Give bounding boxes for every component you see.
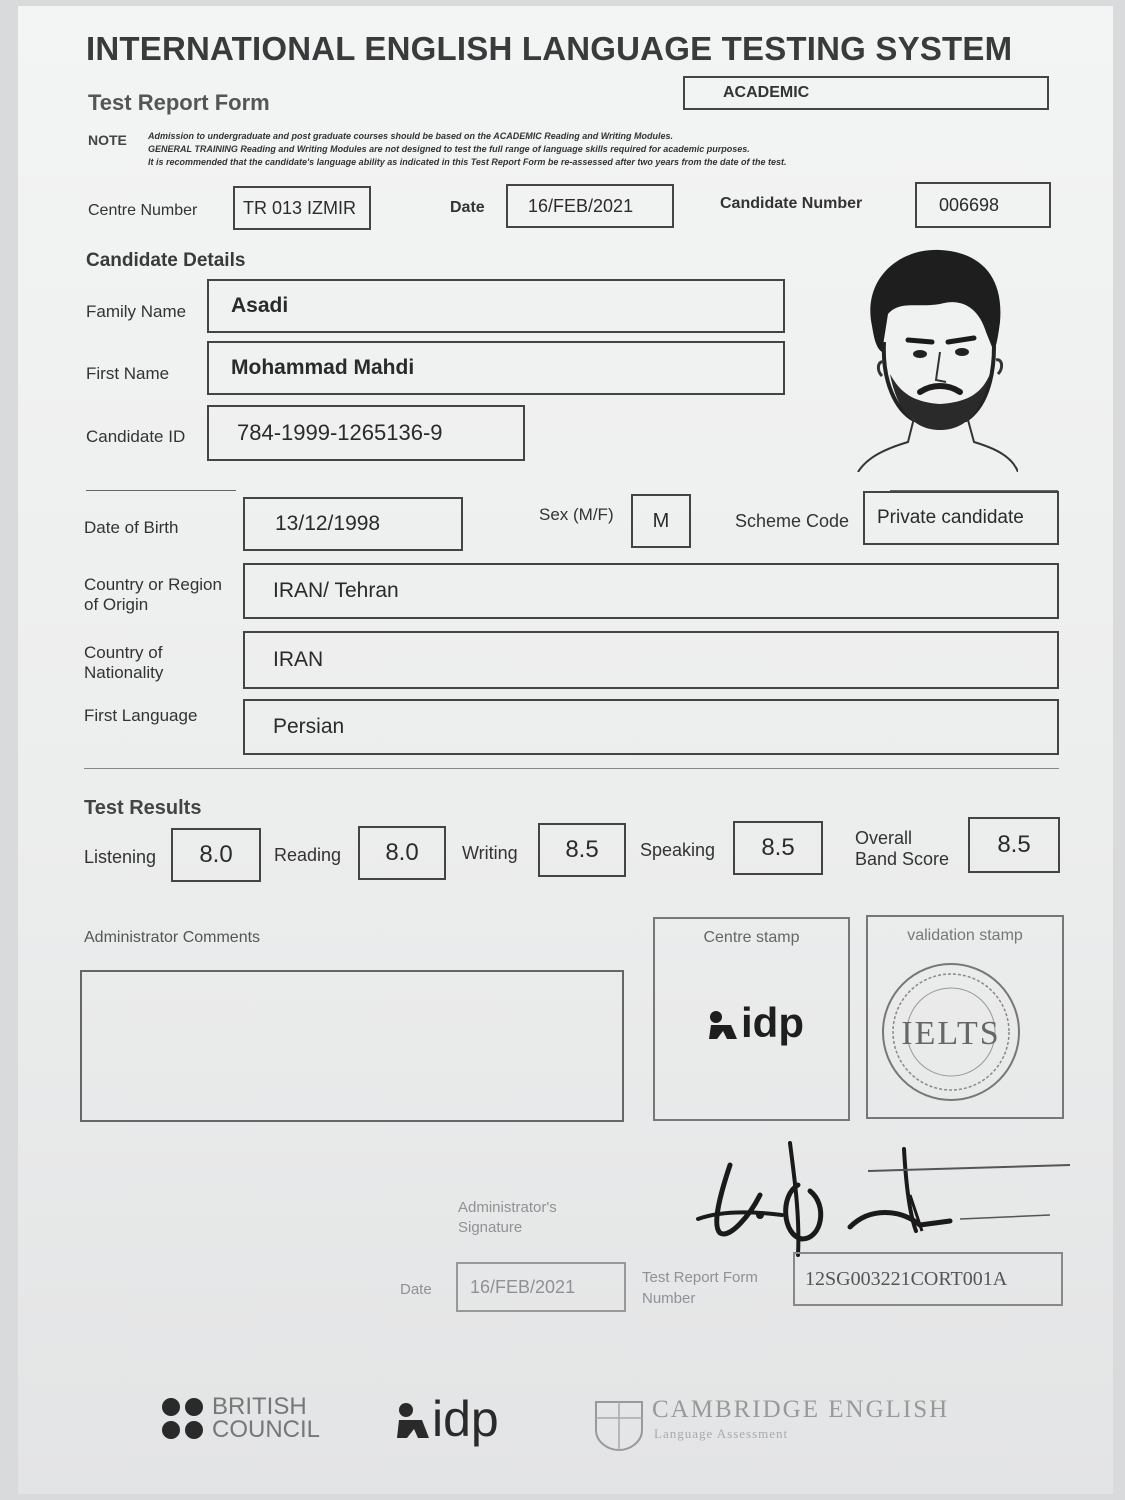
scheme-code-label: Scheme Code (735, 511, 850, 531)
reading-score: 8.0 (358, 826, 446, 880)
trf-label-line1: Test Report Form (642, 1269, 758, 1286)
british-council-text-1: BRITISH (212, 1393, 307, 1420)
nationality-value: IRAN (273, 648, 324, 671)
first-language-value: Persian (273, 715, 345, 738)
validation-stamp-label: validation stamp (907, 927, 1023, 944)
british-council-dots-icon (160, 1396, 206, 1447)
signature-label-line1: Administrator's (458, 1199, 557, 1216)
date-value: 16/FEB/2021 (528, 195, 634, 216)
admin-date-value: 16/FEB/2021 (470, 1276, 576, 1297)
first-name-value: Mohammad Mahdi (231, 356, 415, 379)
footer-idp-logo: idp (432, 1391, 499, 1447)
admin-comments-label: Administrator Comments (84, 929, 261, 946)
candidate-id-label: Candidate ID (86, 427, 186, 446)
validation-stamp-box (866, 915, 1064, 1119)
scheme-code-field (863, 491, 1059, 545)
module-box (683, 76, 1049, 110)
note-line-3: It is recommended that the candidate's language ability as indicated in this Test Report Form be re-assessed after two years from the date of the test. (148, 157, 787, 167)
date-box (506, 184, 674, 228)
trf-number-box (793, 1252, 1063, 1306)
sex-value: M (652, 509, 670, 532)
nationality-field (243, 631, 1059, 689)
first-language-field (243, 699, 1059, 755)
test-results-title: Test Results (84, 797, 202, 819)
admin-date-label: Date (400, 1281, 432, 1298)
form-subtitle: Test Report Form (88, 90, 270, 115)
overall-score: 8.5 (968, 817, 1060, 873)
speaking-label: Speaking (640, 840, 716, 860)
date-label: Date (450, 199, 485, 216)
admin-comments-box (80, 970, 624, 1122)
candidate-number-box (915, 182, 1051, 228)
module-value: ACADEMIC (723, 84, 810, 101)
trf-number-value: 12SG003221CORT001A (805, 1267, 1008, 1290)
centre-number-label: Centre Number (88, 202, 198, 219)
writing-label: Writing (462, 843, 518, 863)
nationality-label-line1: Country of (84, 643, 163, 662)
candidate-id-field (207, 405, 525, 461)
divider (84, 768, 1059, 769)
cambridge-text-1: CAMBRIDGE ENGLISH (652, 1396, 950, 1423)
origin-value: IRAN/ Tehran (273, 579, 399, 602)
listening-score: 8.0 (171, 828, 261, 882)
centre-number-value: TR 013 IZMIR (243, 197, 357, 218)
signature-label-line2: Signature (458, 1219, 523, 1236)
dob-value: 13/12/1998 (275, 512, 381, 535)
sex-field (631, 494, 691, 548)
origin-field (243, 563, 1059, 619)
centre-stamp-label: Centre stamp (703, 929, 800, 946)
centre-number-box (233, 186, 371, 230)
note-line-2: GENERAL TRAINING Reading and Writing Modules are not designed to test the full range of language skills required for academic purposes. (148, 144, 750, 154)
first-name-field (207, 341, 785, 395)
sex-label: Sex (M/F) (539, 505, 614, 524)
scheme-code-value: Private candidate (877, 507, 1024, 528)
overall-label-line1: Overall (855, 828, 913, 848)
idp-logo-icon (396, 1402, 432, 1447)
trf-label-line2: Number (642, 1290, 696, 1307)
note-label: NOTE (88, 132, 127, 148)
form-title: INTERNATIONAL ENGLISH LANGUAGE TESTING SYSTEM (86, 30, 1013, 67)
overall-label-line2: Band Score (855, 849, 950, 869)
dob-label: Date of Birth (84, 518, 179, 537)
candidate-photo (848, 242, 1018, 472)
nationality-label-line2: Nationality (84, 663, 164, 682)
first-language-label: First Language (84, 706, 198, 725)
family-name-value: Asadi (231, 294, 289, 317)
centre-stamp-logo: idp (741, 999, 804, 1046)
note-line-1: Admission to undergraduate and post graduate courses should be based on the ACADEMIC Reading and Writing Modules. (148, 131, 674, 141)
family-name-label: Family Name (86, 302, 187, 321)
candidate-number-value: 006698 (939, 194, 1000, 215)
writing-score: 8.5 (538, 823, 626, 877)
idp-logo-icon (707, 1009, 741, 1048)
cambridge-text-2: Language Assessment (654, 1426, 789, 1441)
british-council-text-2: COUNCIL (212, 1416, 321, 1443)
listening-label: Listening (84, 847, 157, 867)
candidate-details-title: Candidate Details (86, 250, 246, 271)
speaking-score: 8.5 (733, 821, 823, 875)
reading-label: Reading (274, 845, 342, 865)
family-name-field (207, 279, 785, 333)
candidate-number-label: Candidate Number (720, 195, 863, 212)
dob-field (243, 497, 463, 551)
origin-label-line2: of Origin (84, 595, 149, 614)
admin-date-box (456, 1262, 626, 1312)
centre-stamp-box (653, 917, 850, 1121)
candidate-id-value: 784-1999-1265136-9 (237, 420, 443, 445)
validation-stamp-text: IELTS (901, 1015, 1001, 1052)
origin-label-line1: Country or Region (84, 575, 222, 594)
divider (86, 490, 236, 491)
cambridge-crest-icon (594, 1400, 644, 1457)
first-name-label: First Name (86, 364, 170, 383)
signature (690, 1135, 1080, 1265)
